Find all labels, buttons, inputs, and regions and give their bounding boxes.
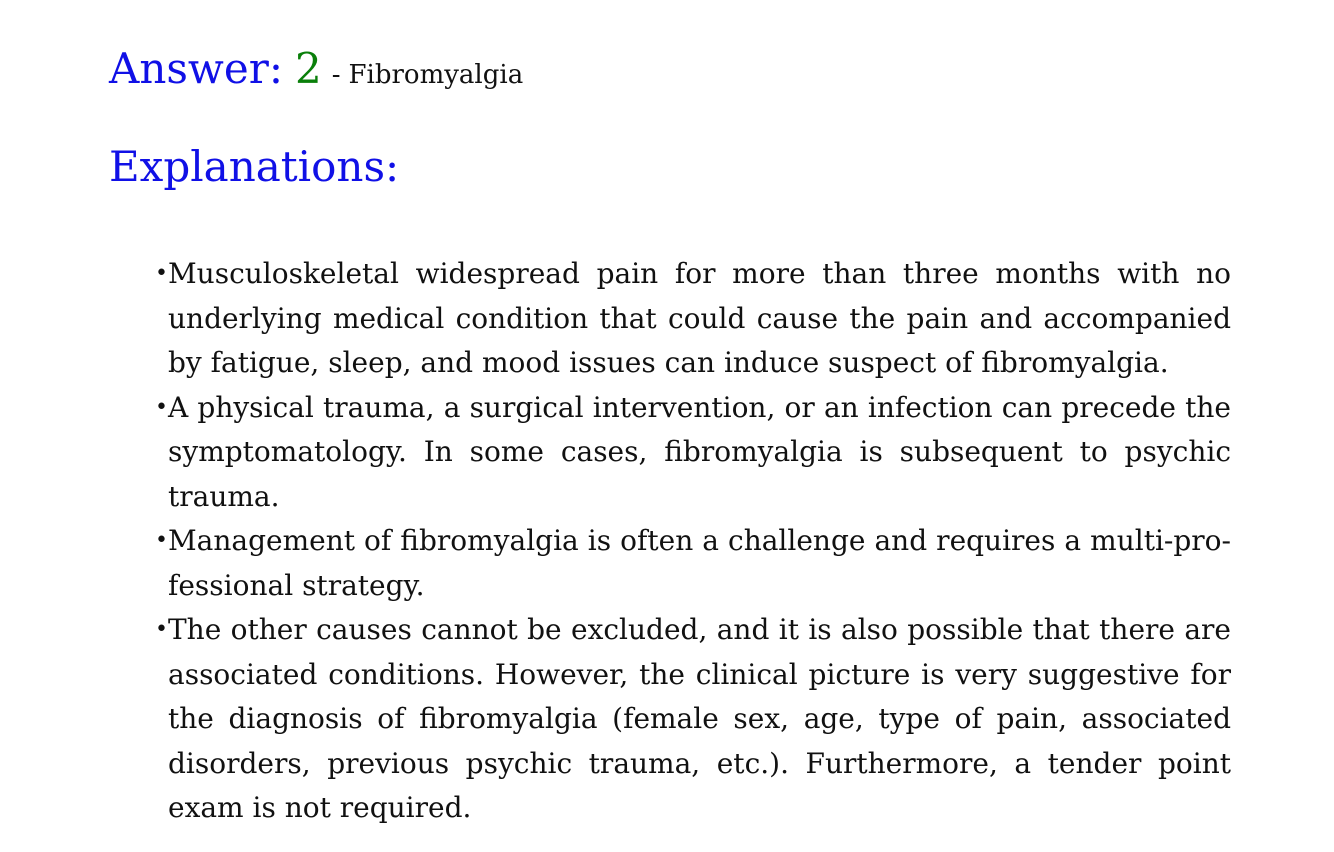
explanation-item: [155, 608, 1231, 831]
explanation-text: A physical trauma, a surgical intervention, or an infection can precede the symptomatology. In some cases, fibromyalgia is subsequent to psychic trauma.: [168, 390, 1231, 513]
answer-text: Fibromyalgia: [348, 60, 524, 90]
bullet-icon: •: [155, 261, 168, 286]
explanation-text: The other causes cannot be excluded, and it is also possible that there are associated conditions. However, the clinical picture is very suggestive for the diagnosis of fibromyalgia (female sex, age, type of pain, associated disorders, previous psychic trauma, etc.). Furthermore, a tender point exam is not required.: [168, 613, 1231, 824]
explanation-item: [155, 252, 1231, 386]
answer-number: 2: [294, 44, 322, 93]
bullet-icon: •: [155, 528, 168, 553]
explanations-title: Explanations:: [109, 142, 400, 191]
explanation-item: [155, 519, 1231, 608]
bullet-icon: •: [155, 617, 168, 642]
answer-line: [109, 44, 1231, 108]
bullet-icon: •: [155, 394, 168, 420]
explanation-item: [155, 386, 1231, 520]
explanation-text: Musculoskeletal widespread pain for more than three months with no underlying medical condition that could cause the pain and accompanied by fatigue, sleep, and mood issues can induce suspect of fibromyalgia.: [168, 257, 1231, 379]
explanation-text: Management of fibromyalgia is often a challenge and requires a multi-pro-fessional strategy.: [168, 524, 1231, 602]
answer-page: [109, 44, 1231, 824]
answer-separator: -: [331, 60, 341, 90]
answer-label: Answer:: [109, 44, 283, 93]
explanations-list: [155, 252, 1231, 831]
